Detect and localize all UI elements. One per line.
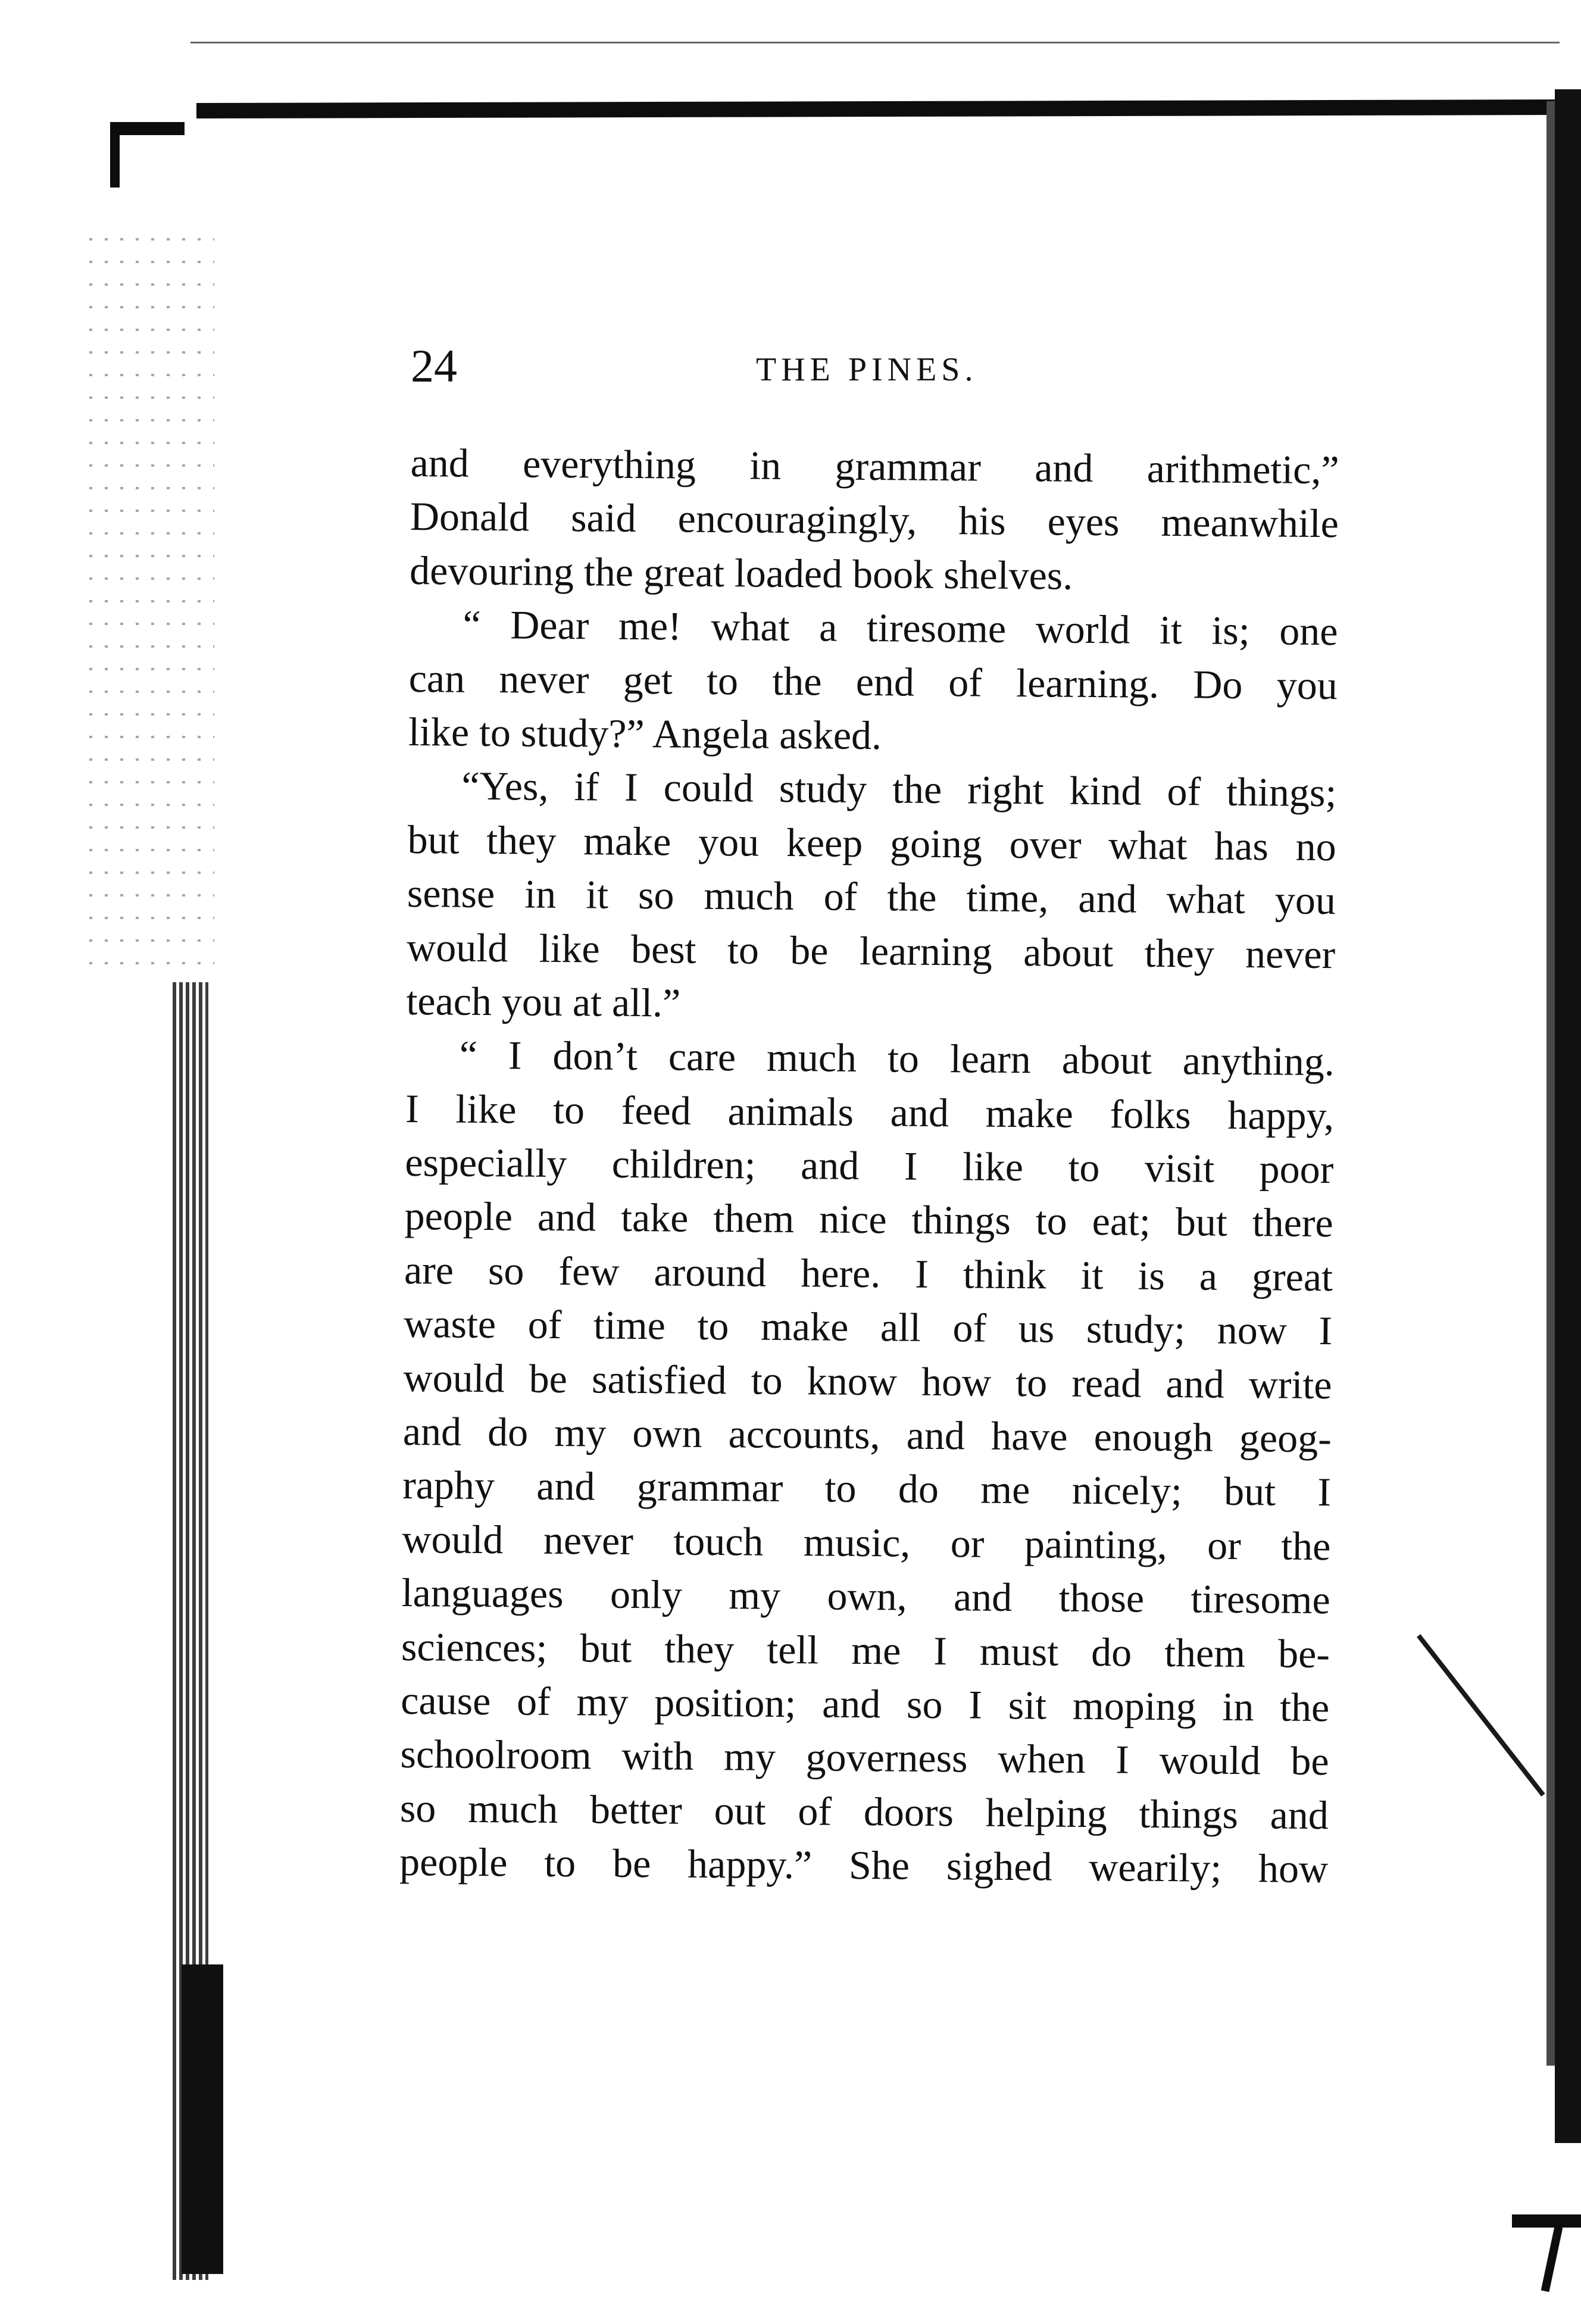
- text-line: [400, 1727, 1329, 1788]
- text-line: [400, 1781, 1329, 1842]
- scan-top-border: [196, 99, 1581, 118]
- text-line-content: people and take them nice things to eat; but there: [404, 1193, 1333, 1246]
- body-text: [399, 436, 1339, 1896]
- text-line-content: and everything in grammar and arithmetic,”: [410, 439, 1339, 493]
- text-line-content: “Yes, if I could study the right kind of things;: [461, 763, 1337, 816]
- scan-bottom-corner-mark-vertical: [1541, 2226, 1563, 2292]
- text-line: [404, 1243, 1333, 1304]
- text-line: [410, 543, 1339, 605]
- text-line-content: waste of time to make all of us study; now I: [403, 1301, 1333, 1354]
- text-line: [408, 705, 1338, 766]
- text-line: [408, 758, 1337, 820]
- text-line: [403, 1404, 1332, 1466]
- text-line: [407, 813, 1336, 874]
- text-line: [404, 1297, 1333, 1358]
- scan-bottom-corner-mark: [1512, 2214, 1581, 2228]
- text-line: [403, 1351, 1332, 1412]
- text-line-content: like to study?” Angela asked.: [408, 708, 882, 758]
- text-line-content: sciences; but they tell me I must do them be-: [401, 1623, 1330, 1676]
- text-line-content: especially children; and I like to visit poor: [405, 1139, 1334, 1192]
- text-line-content: would never touch music, or painting, or the: [402, 1516, 1331, 1569]
- text-line-content: cause of my position; and so I sit moping in the: [401, 1677, 1330, 1730]
- scan-corner-mark: [113, 122, 185, 135]
- text-line: [401, 1673, 1330, 1735]
- text-line-content: would like best to be learning about they never: [406, 924, 1336, 977]
- text-line: [404, 1189, 1333, 1250]
- text-line: [407, 866, 1336, 927]
- text-line-content: “ I don’t care much to learn about anything.: [459, 1032, 1335, 1085]
- text-line: [402, 1458, 1332, 1519]
- scan-right-border: [1555, 89, 1581, 2143]
- text-line: [409, 597, 1338, 658]
- text-line-content: teach you at all.”: [406, 977, 681, 1026]
- text-line: [405, 1027, 1335, 1089]
- text-line-content: sense in it so much of the time, and what you: [407, 870, 1336, 923]
- page-header: [411, 339, 1351, 393]
- text-line: [401, 1620, 1330, 1681]
- running-head: THE PINES.: [756, 351, 978, 388]
- scan-right-shadow: [1546, 101, 1555, 2066]
- text-line-content: people to be happy.” She sighed wearily; how: [399, 1839, 1329, 1892]
- text-line: [406, 974, 1335, 1035]
- text-line: [407, 920, 1336, 981]
- scan-corner-mark-vertical: [110, 122, 120, 188]
- text-line-content: Donald said encouragingly, his eyes meanwhile: [410, 493, 1339, 546]
- page-number: 24: [411, 340, 457, 392]
- scan-spine-dark: [182, 1964, 223, 2274]
- text-line-content: but they make you keep going over what has no: [407, 816, 1336, 869]
- text-line: [401, 1566, 1330, 1627]
- text-line-content: and do my own accounts, and have enough geog-: [402, 1408, 1332, 1461]
- scan-gutter-noise: [89, 238, 214, 982]
- text-line: [410, 489, 1339, 551]
- text-line-content: “ Dear me! what a tiresome world it is; one: [463, 601, 1338, 654]
- text-line: [405, 1135, 1334, 1197]
- scan-stray-mark: [1417, 1634, 1545, 1797]
- text-line-content: raphy and grammar to do me nicely; but I: [402, 1462, 1332, 1515]
- text-line: [399, 1835, 1329, 1896]
- text-line-content: are so few around here. I think it is a great: [404, 1247, 1333, 1300]
- text-line-content: can never get to the end of learning. Do you: [408, 655, 1338, 708]
- text-line-content: I like to feed animals and make folks happy,: [405, 1085, 1335, 1138]
- text-line-content: languages only my own, and those tiresome: [401, 1570, 1330, 1623]
- text-line: [405, 1082, 1335, 1143]
- text-line: [410, 436, 1339, 497]
- text-line-content: so much better out of doors helping things and: [399, 1785, 1329, 1838]
- text-line-content: schoolroom with my governess when I would be: [400, 1731, 1329, 1784]
- text-line-content: devouring the great loaded book shelves.: [409, 547, 1073, 598]
- text-line: [402, 1512, 1331, 1573]
- scan-edge-line: [190, 42, 1560, 43]
- text-line: [408, 651, 1338, 713]
- text-line-content: would be satisfied to know how to read and write: [403, 1354, 1332, 1407]
